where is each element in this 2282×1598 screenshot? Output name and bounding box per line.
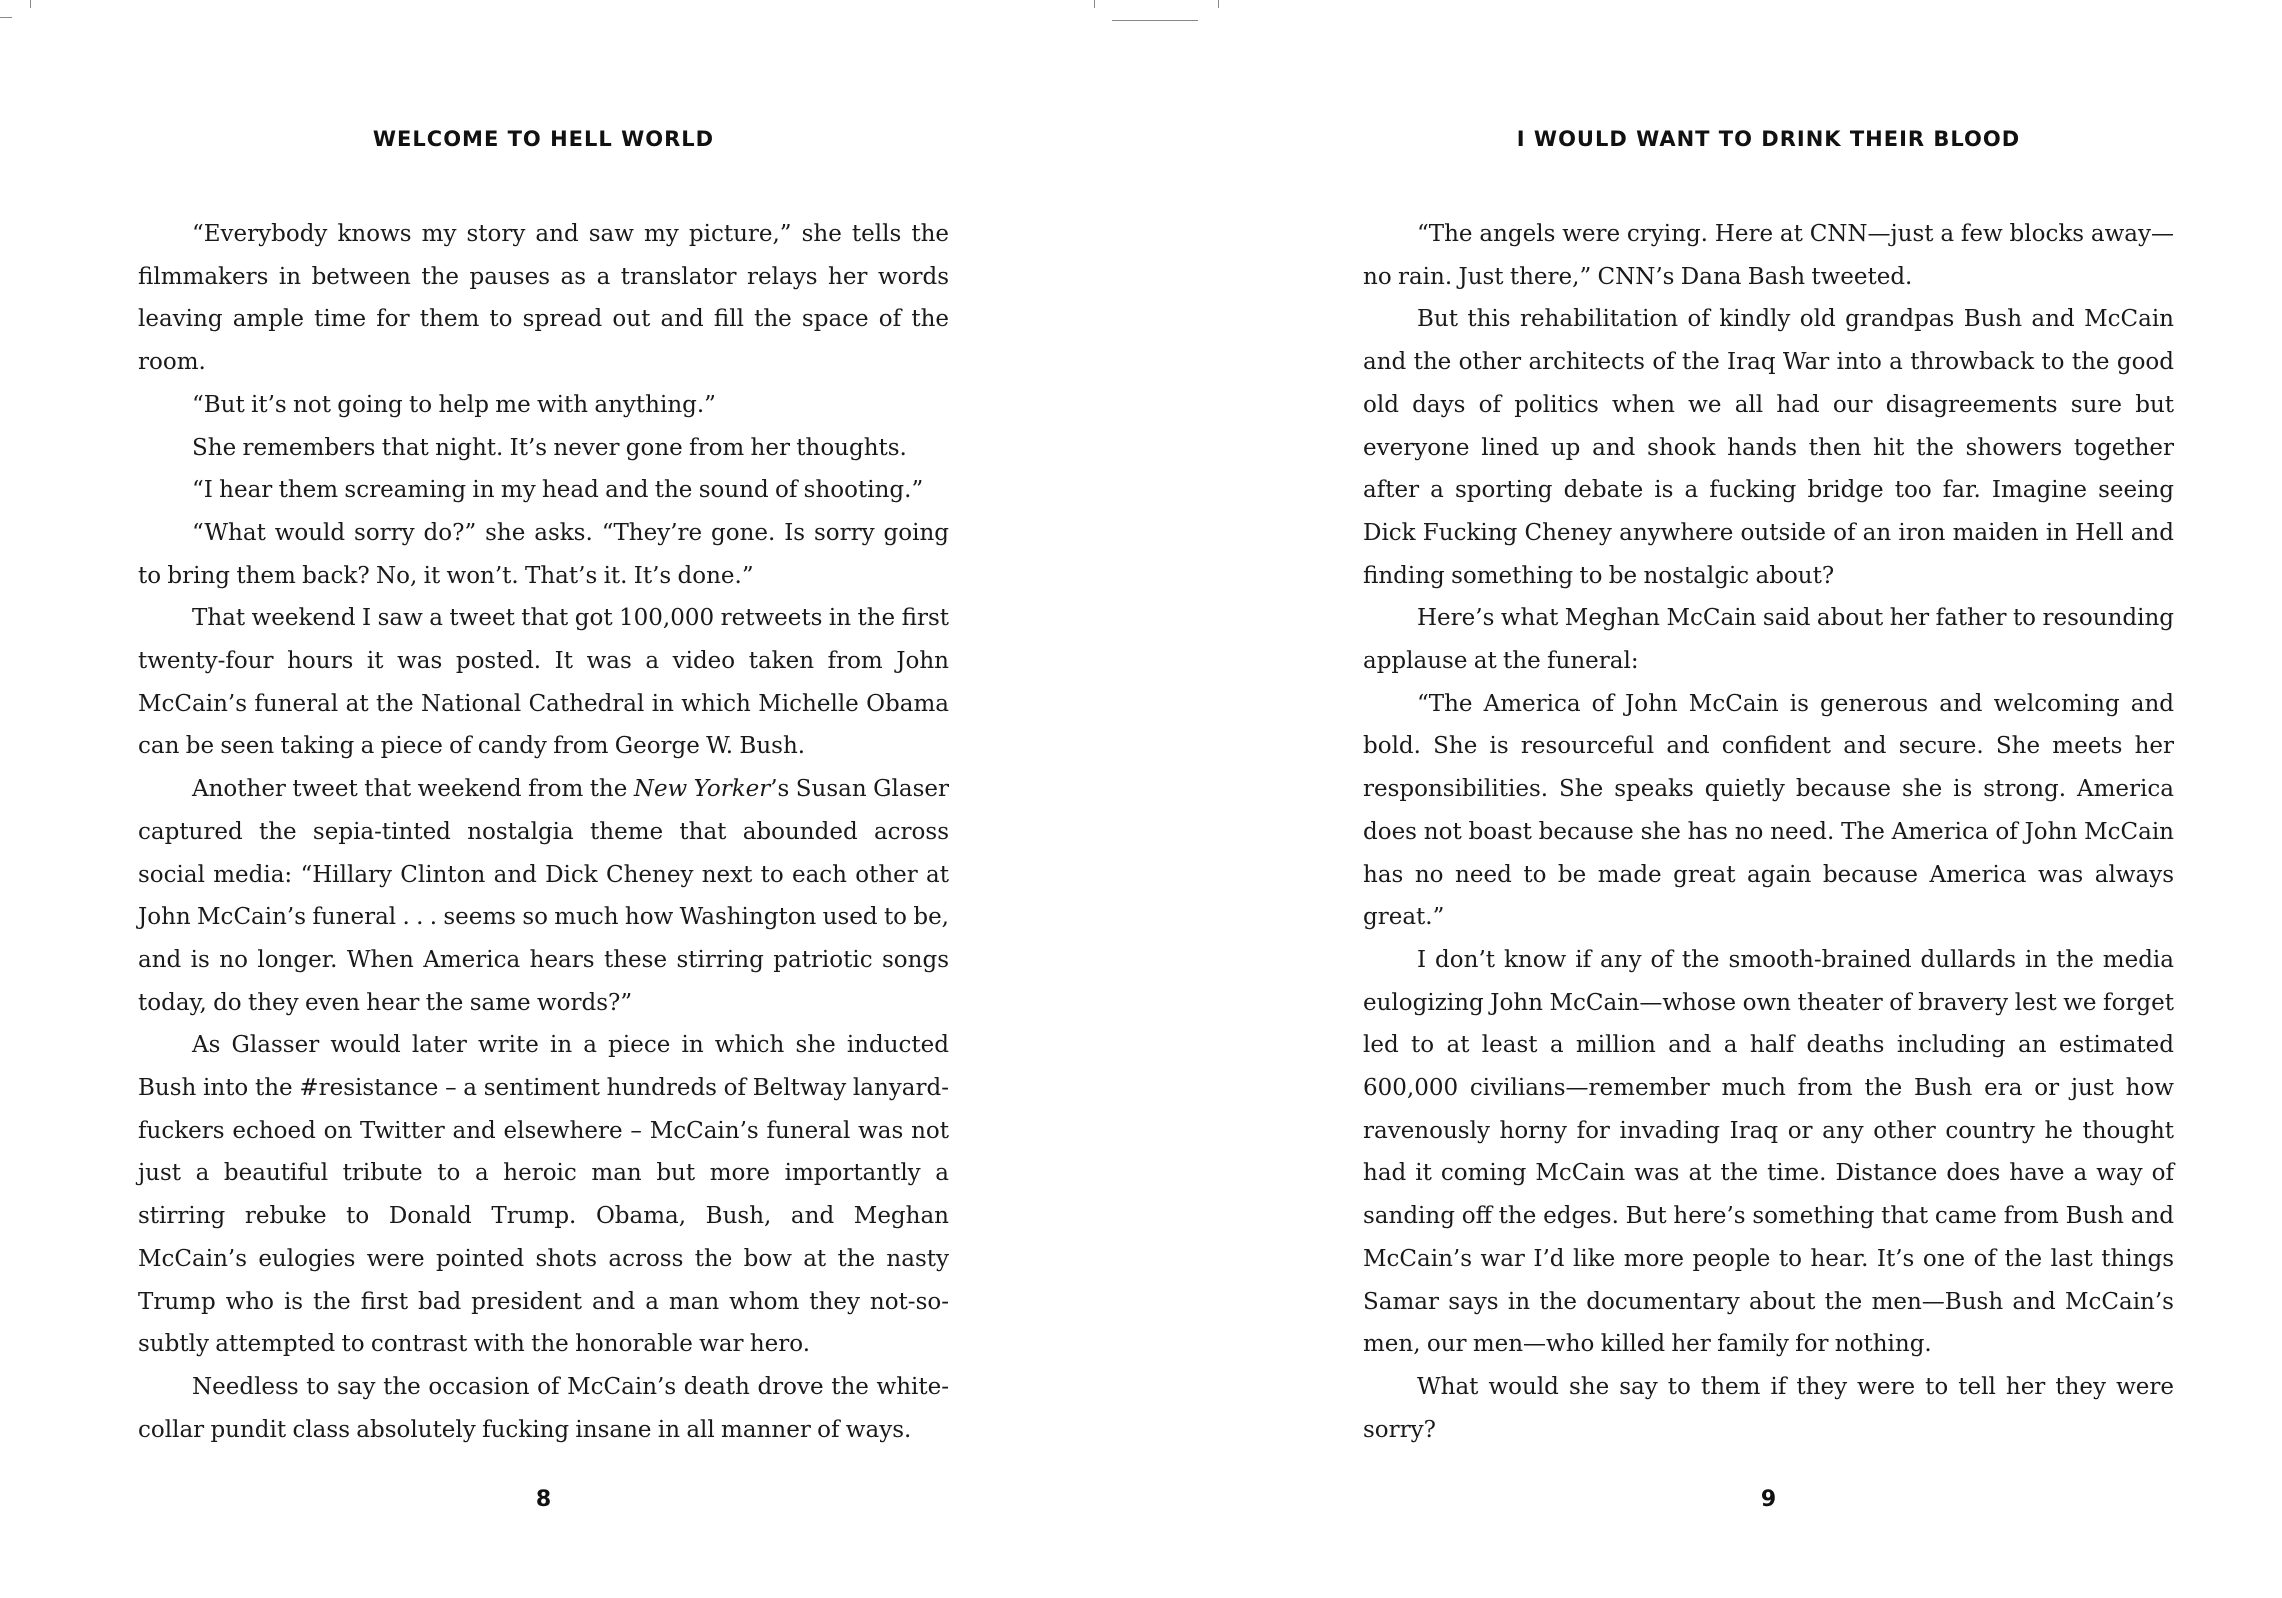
paragraph: “I hear them screaming in my head and the sound of shooting.” bbox=[192, 477, 924, 504]
paragraph: Needless to say the occasion of McCain’s death drove the white-collar pundit class absolutely fucking insane in all manner of ways. bbox=[138, 1373, 949, 1443]
page-number-right: 9 bbox=[1760, 1487, 1777, 1512]
paragraph: “But it’s not going to help me with anything.” bbox=[192, 391, 716, 418]
paragraph: She remembers that night. It’s never gone from her thoughts. bbox=[192, 434, 907, 461]
right-page bbox=[1363, 0, 2174, 1598]
left-page-body bbox=[138, 213, 949, 1451]
paragraph: As Glasser would later write in a piece in which she inducted Bush into the #resistance – a sentiment hundreds of Beltway lanyardfuckers echoed on Twitter and elsewhere – McCain’s funeral was not just a beautiful tribute to a heroic man but more importantly a stirring rebuke to Donald Trump. Obama, Bush, and Meghan McCain’s eulogies were pointed shots across the bow at the nasty Trump who is the first bad president and a man whom they not-so-subtly attempted to contrast with the honorable war hero. bbox=[138, 1032, 949, 1358]
paragraph: “The angels were crying. Here at CNN—just a few blocks away—no rain. Just there,” CNN’s Dana Bash tweeted. bbox=[1363, 221, 2174, 290]
crop-mark-top-left-v bbox=[30, 0, 31, 8]
glaser-text-before: Another tweet that weekend from the bbox=[192, 776, 634, 803]
paragraph: Here’s what Meghan McCain said about her father to resounding applause at the funeral: bbox=[1363, 605, 2174, 675]
running-head-left: WELCOME TO HELL WORLD bbox=[372, 127, 715, 151]
crop-mark-top-center-left bbox=[1094, 0, 1095, 8]
crop-mark-top-center bbox=[1112, 20, 1198, 21]
paragraph: That weekend I saw a tweet that got 100,000 retweets in the first twenty-four hours it was posted. It was a video taken from John McCain’s funeral at the National Cathedral in which Michelle Obama can be seen taking a piece of candy from George W. Bush. bbox=[138, 605, 949, 760]
page-number-left: 8 bbox=[535, 1487, 552, 1512]
paragraph: “What would sorry do?” she asks. “They’re gone. Is sorry going to bring them back? No, it won’t. That’s it. It’s done.” bbox=[138, 519, 949, 589]
publication-title: New Yorker bbox=[633, 776, 771, 803]
crop-mark-top-left bbox=[0, 17, 12, 18]
paragraph-glaser bbox=[138, 768, 949, 1024]
glaser-text-after: ’s Susan Glaser captured the sepia-tinted nostalgia theme that abounded across social media: “Hillary Clinton and Dick Cheney next to each other at John McCain’s funeral . . . seems so much how Washington used to be, and is no longer. When America hears these stirring patriotic songs today, do they even hear the same words?” bbox=[138, 776, 949, 1016]
paragraph: “Everybody knows my story and saw my picture,” she tells the filmmakers in between the pauses as a translator relays her words leaving ample time for them to spread out and fill the space of the room. bbox=[138, 221, 949, 376]
crop-mark-top-center-right bbox=[1218, 0, 1219, 8]
paragraph: I don’t know if any of the smooth-brained dullards in the media eulogizing John McCain—whose own theater of bravery lest we forget led to at least a million and a half deaths including an estimated 600,000 civilians—remember much from the Bush era or just how ravenously horny for invading Iraq or any other country he thought had it coming McCain was at the time. Distance does have a way of sanding off the edges. But here’s something that came from Bush and McCain’s war I’d like more people to hear. It’s one of the last things Samar says in the documentary about the men—Bush and McCain’s men, our men—who killed her family for nothing. bbox=[1363, 946, 2174, 1358]
paragraph: But this rehabilitation of kindly old grandpas Bush and McCain and the other architects of the Iraq War into a throwback to the good old days of politics when we all had our disagreements sure but everyone lined up and shook hands then hit the showers together after a sporting debate is a fucking bridge too far. Imagine seeing Dick Fucking Cheney anywhere outside of an iron maiden in Hell and finding something to be nostalgic about? bbox=[1363, 306, 2174, 589]
right-page-body bbox=[1363, 213, 2174, 1451]
paragraph: “The America of John McCain is generous and welcoming and bold. She is resourceful and confident and secure. She meets her responsibilities. She speaks quietly because she is strong. America does not boast because she has no need. The America of John McCain has no need to be made great again because America was always great.” bbox=[1363, 690, 2174, 931]
running-head-right: I WOULD WANT TO DRINK THEIR BLOOD bbox=[1516, 127, 2021, 151]
paragraph: What would she say to them if they were to tell her they were sorry? bbox=[1363, 1373, 2174, 1443]
left-page bbox=[138, 0, 949, 1598]
